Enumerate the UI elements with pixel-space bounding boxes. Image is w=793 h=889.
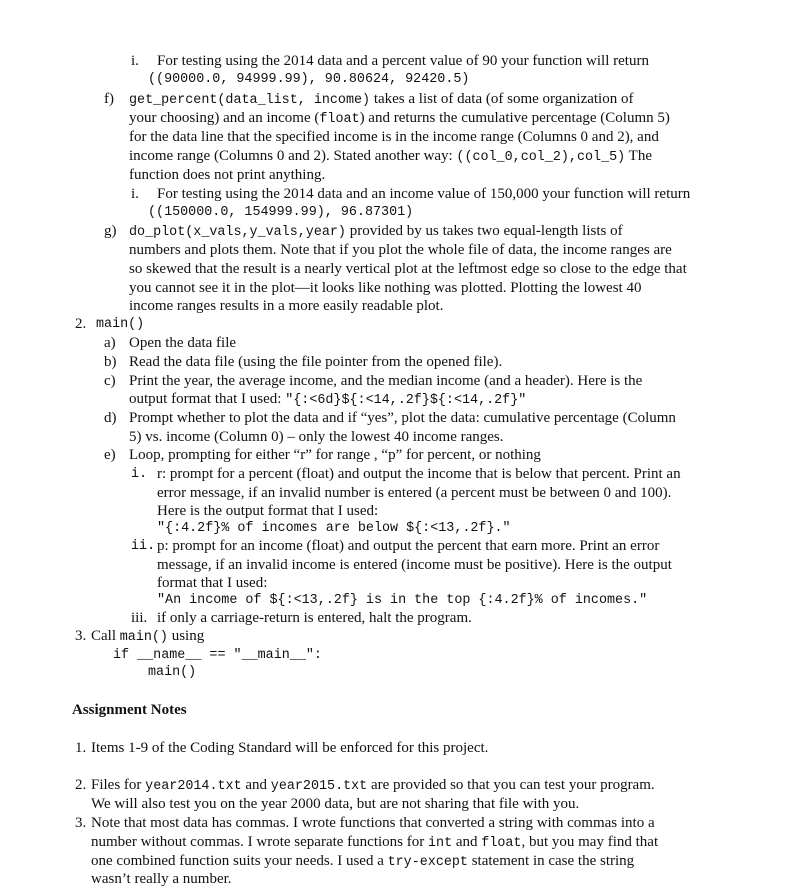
text-span: income range (Columns 0 and 2). Stated another way: [129,148,457,164]
section-heading: Assignment Notes [72,702,187,718]
paragraph-line: Here is the output format that I used: [157,503,379,519]
paragraph-line [129,391,526,409]
text-span: and [452,834,482,850]
paragraph-line: For testing using the 2014 data and a percent value of 90 your function will return [157,53,649,69]
code-format-string: "{:4.2f}% of incomes are below ${:<13,.2f}." [157,521,511,536]
paragraph-line: function does not print anything. [129,167,326,183]
list-marker: iii. [131,610,148,626]
code-line: if __name__ == "__main__": [113,648,322,663]
list-marker: 2. [75,316,87,332]
list-marker: b) [104,354,117,370]
paragraph-line: so skewed that the result is a nearly vertical plot at the leftmost edge so close to the edge that [129,261,687,277]
paragraph-line [129,91,633,109]
paragraph-line: wasn’t really a number. [91,871,232,887]
paragraph-line [129,110,670,128]
text-span: ) and returns the cumulative percentage (Column 5) [359,110,670,126]
paragraph-line: income ranges results in a more easily readable plot. [129,298,444,314]
paragraph-line [129,148,652,166]
paragraph-line: Items 1-9 of the Coding Standard will be enforced for this project. [91,740,489,756]
paragraph-line: message, if an invalid income is entered (income must be positive). Here is the output [157,557,672,573]
paragraph-line: 5) vs. income (Column 0) – only the lowest 40 income ranges. [129,429,504,445]
text-span: provided by us takes two equal-length lists of [345,223,623,239]
paragraph-line: for the data line that the specified income is in the income range (Columns 0 and 2), and [129,129,659,145]
code-result: ((90000.0, 94999.99), 90.80624, 92420.5) [148,72,470,87]
paragraph-line [91,834,658,852]
text-span: and [241,777,271,793]
text-span: The [625,148,652,164]
list-marker: 3. [75,628,87,644]
list-marker: i. [131,186,139,202]
paragraph-line: We will also test you on the year 2000 data, but are not sharing that file with you. [91,796,580,812]
text-span: number without commas. I wrote separate functions for [91,834,428,850]
code-span: float [319,112,360,127]
list-marker: ii. [131,539,156,554]
paragraph-line: you cannot see it in the plot—it looks like nothing was plotted. Plotting the lowest 40 [129,280,642,296]
paragraph-line: Note that most data has commas. I wrote functions that converted a string with commas into a [91,815,655,831]
paragraph-line: Loop, prompting for either “r” for range , “p” for percent, or nothing [129,447,541,463]
paragraph-line: Read the data file (using the file pointer from the opened file). [129,354,503,370]
paragraph-line: numbers and plots them. Note that if you plot the whole file of data, the income ranges are [129,242,672,258]
list-marker: i. [131,467,148,482]
code-span: int [428,836,453,851]
text-span: using [167,628,205,644]
function-signature: do_plot(x_vals,y_vals,year) [129,225,346,240]
text-span: one combined function suits your needs. I used a [91,853,388,869]
code-span: ((col_0,col_2),col_5) [456,150,626,165]
list-marker: g) [104,223,117,239]
text-span: output format that I used: [129,391,286,407]
list-marker: 2. [75,777,87,793]
text-span: your choosing) and an income ( [129,110,320,126]
paragraph-line: Print the year, the average income, and the median income (and a header). Here is the [129,373,643,389]
list-marker: d) [104,410,117,426]
list-marker: c) [104,373,116,389]
text-span: are provided so that you can test your program. [367,777,655,793]
text-span: Files for [91,777,146,793]
code-span: main() [119,630,168,645]
paragraph-line: For testing using the 2014 data and an income value of 150,000 your function will return [157,186,691,202]
paragraph-line [129,223,623,241]
list-marker: e) [104,447,116,463]
list-marker: 3. [75,815,87,831]
paragraph-line [91,777,655,795]
paragraph-line: Open the data file [129,335,237,351]
text-span: , but you may find that [521,834,659,850]
code-span: year2015.txt [270,779,368,794]
list-marker: a) [104,335,116,351]
code-span: float [481,836,522,851]
paragraph-line: p: prompt for an income (float) and output the percent that earn more. Print an error [157,538,660,554]
list-marker: 1. [75,740,87,756]
code-span: "{:<6d}${:<14,.2f}${:<14,.2f}" [285,393,527,408]
code-span: year2014.txt [145,779,242,794]
paragraph-line [91,853,634,871]
text-span: takes a list of data (of some organization of [370,91,634,107]
paragraph-line: Prompt whether to plot the data and if “yes”, plot the data: cumulative percentage (Column [129,410,676,426]
function-signature: get_percent(data_list, income) [129,93,371,108]
code-line: main() [148,665,197,680]
paragraph-line: r: prompt for a percent (float) and output the income that is below that percent. Print an [157,466,681,482]
text-span: Call [91,628,120,644]
paragraph-line: error message, if an invalid number is entered (a percent must be between 0 and 100). [157,485,672,501]
list-marker: i. [131,53,139,69]
code-format-string: "An income of ${:<13,.2f} is in the top {:4.2f}% of incomes." [157,593,648,608]
code-span: try-except [387,855,468,870]
paragraph-line [91,628,204,646]
code-result: ((150000.0, 154999.99), 96.87301) [148,205,414,220]
list-marker: f) [104,91,114,107]
paragraph-line: if only a carriage-return is entered, halt the program. [157,610,472,626]
text-span: statement in case the string [467,853,635,869]
code-heading: main() [96,317,145,332]
paragraph-line: format that I used: [157,575,268,591]
